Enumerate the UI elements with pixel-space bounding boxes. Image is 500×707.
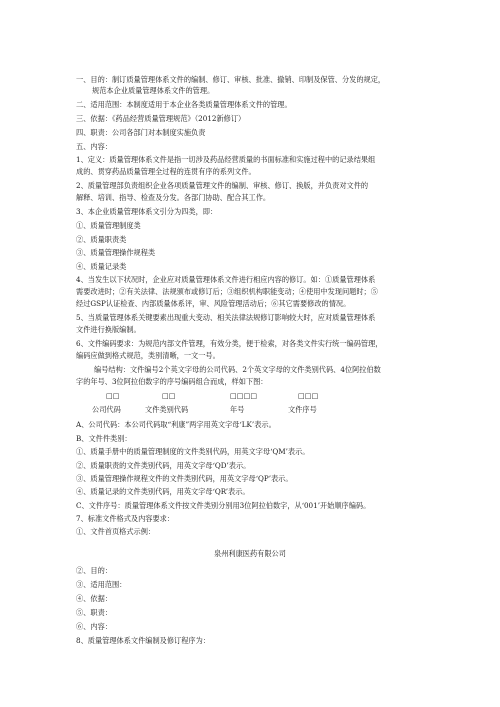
text-line: 文件进行换版编制。: [76, 325, 141, 334]
text-line: ③、适用范围：: [76, 580, 127, 589]
text-line: 字的年号、3位阿拉伯数字的序号编码组合而成，样如下图：: [76, 377, 268, 386]
text-line: 五、内容：: [76, 142, 112, 151]
text-line: ③、质量管理操作规程类: [76, 248, 156, 257]
sample-company-title: 泉州利康医药有限公司: [214, 549, 286, 558]
text-line: C、文件序号：质量管理体系文件按文件类别分别用3位阿拉伯数字，从‘001’开始顺序编码。: [76, 501, 371, 510]
text-line: 解释、培训、指导、检查及分发。各部门协助、配合其工作。: [76, 193, 271, 202]
text-line: 2、质量管理部负责组织企业各项质量管理文件的编制、审核、修订、换版，并负责对文件的: [76, 181, 369, 190]
text-line: 四、职责：公司各部门对本制度实施负责: [76, 128, 206, 137]
text-line: ③、质量管理操作规程文件的文件类别代码，用英文字母‘QP’表示。: [76, 474, 293, 483]
text-line: ⑤、职责：: [76, 608, 112, 617]
text-line: 1、定义：质量管理体系文件是指一切涉及药品经营质量的书面标准和实施过程中的记录结果组: [76, 155, 376, 164]
code-label-year: 年号: [230, 405, 245, 414]
text-line: ⑥、内容：: [76, 622, 112, 631]
text-line: ①、文件首页格式示例：: [76, 527, 156, 536]
text-line: A、公司代码：本公司代码取“利康”两字用英文字母‘LK’表示。: [76, 420, 276, 429]
text-line: 7、标准文件格式及内容要求：: [76, 514, 175, 523]
code-label-category: 文件类别代码: [145, 405, 189, 414]
text-line: 编码应做到格式规范，类别清晰，一文一号。: [76, 351, 220, 360]
text-line: ①、质量管理制度类: [76, 221, 141, 230]
text-line: ②、质量职责类: [76, 235, 127, 244]
text-line: 经过GSP认证检查、内部质量体系评，审、风险管理活动后；⑥其它需要修改的情况。: [76, 299, 351, 308]
text-line: ②、质量职责的文件类别代码，用英文字母‘QD’表示。: [76, 461, 251, 470]
text-line: 编号结构：文件编号2个英文字母的公司代码、2个英文字母的文件类别代码、4位阿拉伯数: [94, 365, 381, 374]
text-line: ④、质量记录类: [76, 262, 127, 271]
text-line: 三、依据：《药品经营质量管理规范》（2012新修订）: [76, 114, 246, 123]
code-label-serial: 文件序号: [288, 405, 317, 414]
text-line: ④、质量记录的文件类别代码，用英文字母‘QR’表示。: [76, 487, 250, 496]
text-line: 成的、贯穿药品质量管理全过程的连贯有序的系列文件。: [76, 167, 256, 176]
text-line: 5、当质量管理体系关键要素出现重大变动、相关法律法规修订影响较大时，应对质量管理体系: [76, 313, 376, 322]
code-box-category: □□: [162, 391, 176, 400]
code-box-company: □□: [106, 391, 120, 400]
code-box-serial: □□□: [298, 391, 319, 400]
text-line: ①、质量手册中的质量管理制度的文件类别代码，用英文字母‘QM’表示。: [76, 447, 310, 456]
text-line: B、文件件类别：: [76, 434, 132, 443]
text-line: ②、目的：: [76, 566, 112, 575]
text-line: 一、目的：制订质量管理体系文件的编制、修订、审核、批准、撤销、印制及保管、分发的规定，: [76, 75, 386, 84]
text-line: 4、当发生以下状况时，企业应对质量管理体系文件进行相应内容的修订。如：①质量管理体系: [76, 275, 376, 284]
text-line: 6、文件编码要求：为规范内部文件管理，有效分类，便于检索，对各类文件实行统一编码管理，: [76, 339, 383, 348]
text-line: 3、本企业质量管理体系文引分为四类，即：: [76, 207, 218, 216]
text-line: 二、适用范围：本制度适用于本企业各类质量管理体系文件的管理。: [76, 100, 292, 109]
text-line: 规范本企业质量管理体系文件的管理。: [92, 86, 215, 95]
text-line: 需要改进时；②有关法律、法规颁布或修订后；③组织机构职能变动；④使用中发现问题时；⑤: [76, 287, 378, 296]
text-line: ④、依据：: [76, 594, 112, 603]
text-line: 8、质量管理体系文件编制及修订程序为：: [76, 636, 210, 645]
code-label-company: 公司代码: [92, 405, 121, 414]
code-box-year: □□□□: [230, 391, 258, 400]
